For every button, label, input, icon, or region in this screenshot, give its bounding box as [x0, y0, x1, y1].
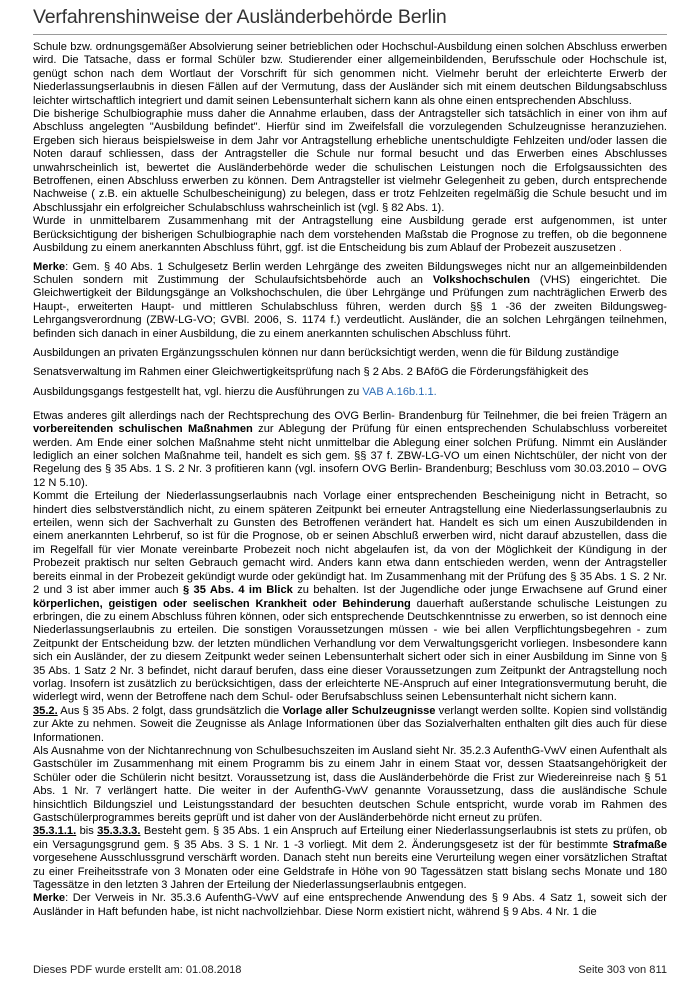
- paragraph-merke-vhs: Merke: Gem. § 40 Abs. 1 Schulgesetz Berlin werden Lehrgänge des zweiten Bildungsweges nicht nur an allgemeinbildenden Schulen sondern mit Zustimmung der Schulaufsichtsbehörde auch an Volkshochschulen (VHS) eingerichtet. Die Gleichwertigkeit der Bildungsgänge an Volkshochschulen, die über Lehrgänge und Prüfungen zum nachträglichen Erwerb des Haupt-, erweiterten Haupt- und mittleren Schulabschluss führen, werden durch §§ 1 -36 der zweiten Bildungsweg- Lehrgangsverordnung (ZBW-LG-VO; GVBl. 2006, S. 1174 f.) verdeutlicht. Ausländer, die an solchen Lehrgängen teilnehmen, befinden sich danach in einer Ausbildung, die zu einem anerkannten schulischen Abschluss führt.: [33, 260, 667, 340]
- paragraph-merke-haft: Merke: Der Verweis in Nr. 35.3.6 AufenthG-VwV auf eine entsprechende Anwendung des § 9 Abs. 4 Satz 1, soweit sich der Ausländer in Haft befunden habe, ist nicht nachvollziehbar. Diese Norm existiert nicht, während § 9 Abs. 4 Nr. 1 die: [33, 892, 667, 918]
- strafmasse-bold: Strafmaße: [612, 838, 667, 851]
- document-body: [33, 41, 667, 919]
- merke-label-2: Merke: [33, 892, 66, 905]
- paragraph-erteilung: Kommt die Erteilung der Niederlassungserlaubnis nach Vorlage einer entsprechenden Bescheinigung nicht in Betracht, so hindert dies selbstverständlich nicht, zu einem späteren Zeitpunkt bei erneuter Antragstellung eine Niederlassungserlaubnis zu erteilen, wenn sich der Sachverhalt zu Gunsten des Betroffenen verändert hat. Handelt es sich um einen Auszubildenden in einem anerkannten Lehrberuf, so ist für die Prognose, ob er seinen Abschluß erwerben wird, nicht darauf abzustellen, dass die im Regelfall für vier Monate vereinbarte Probezeit noch nicht abgelaufen ist, da von der Möglichkeit der Kündigung in der Probezeit praktisch nur selten Gebrauch gemacht wird. Anders kann etwa dann entschieden werden, wenn der Antragsteller bereits einmal in der Probezeit gekündigt wurde oder gekündigt hat. Im Zusammenhang mit der Prüfung des § 35 Abs. 1 S. 2 Nr. 2 und 3 ist aber immer auch § 35 Abs. 4 im Blick zu behalten. Ist der Jugendliche oder junge Erwachsene auf Grund einer körperlichen, geistigen oder seelischen Krankheit oder Behinderung dauerhaft außerstande schulische Leistungen zu erbringen, die zu einem Abschluss führen können, oder sich entsprechende Deutschkenntnisse zu erwerben, so ist dennoch eine Niederlassungserlaubnis zu erteilen. Die sonstigen Voraussetzungen müssen - wie bei allen Verpflichtungsbegehren - zum Zeitpunkt der Entscheidung bzw. der letzten mündlichen Verhandlung vor dem Verwaltungsgericht vorliegen. Insbesondere kann sich ein Ausländer, der zu diesem Zeitpunkt weder seinen Lebensunterhalt sichert oder sich in einer Ausbildung im Sinne von § 35 Abs. 1 Satz 2 Nr. 3 befindet, nicht darauf berufen, dass eine dieser Voraussetzungen zum Zeitpunkt der Antragstellung noch vorlag. Insofern ist zusätzlich zu berücksichtigen, dass der erleichterte NE-Anspruch auf einer Integrationsvermutung beruht, die widerlegt wird, wenn der Betroffene nach dem Schul- oder Berufsabschluss seinen Lebensunterhalt nicht sichern kann.: [33, 490, 668, 704]
- trailing-mark: .: [615, 242, 622, 255]
- created-date: Dieses PDF wurde erstellt am: 01.08.2018: [33, 964, 242, 976]
- paragraph-1: Schule bzw. ordnungsgemäßer Absolvierung seiner betrieblichen oder Hochschul-Ausbildung einen solchen Abschluss erwerben wird. Die Tatsache, dass er formal Schüler bzw. Studierender einer allgemeinbildenden, Berufsschule oder Hochschule ist, genügt schon nach dem Wortlaut der Vorschrift für sich genommen nicht. Vielmehr beruht der erleichterte Erwerb der Niederlassungserlaubnis in diesen Fällen auf der Vermutung, dass der Ausländer sich mit einem deutschen Bildungsabschluss leichter wirtschaftlich integriert und damit seinen Lebensunterhalt sichern kann als ohne einen entsprechenden Abschluss.: [33, 41, 667, 107]
- ref-35-3-3-3: 35.3.3.3.: [97, 825, 141, 838]
- page-header: [33, 6, 667, 35]
- paragraph-35-3: 35.3.1.1. bis 35.3.3.3. Besteht gem. § 35 Abs. 1 ein Anspruch auf Erteilung einer Niederlassungserlaubnis ist stets zu prüfen, ob ein Versagungsgrund gem. § 35 Abs. 3 S. 1 Nr. 1 -3 vorliegt. Mit dem 2. Änderungsgesetz ist der für bestimmte Strafmaße vorgesehene Ausschlussgrund verschärft worden. Danach steht nun bereits eine Verurteilung wegen einer vorsätzlichen Straftat zu einer Freiheitsstrafe von 3 Monaten oder eine Geldstrafe in Höhe von 90 Tagessätzen statt bislang sechs Monate und 180 Tagessätze in den letzten 3 Jahren der Erteilung der Niederlassungserlaubnis entgegen.: [33, 825, 667, 892]
- paragraph-gastschueler: Als Ausnahme von der Nichtanrechnung von Schulbesuchszeiten im Ausland sieht Nr. 35.2.3 AufenthG-VwV einen Aufenthalt als Gastschüler im Zusammenhang mit einem Programm bis zu einem Jahr in einem Staat vor, dessen Staatsangehörigkeit der Schüler oder die Schülerin nicht besitzt. Voraussetzung ist, dass die Ausländerbehörde die Frist zur Wiedereinreise nach § 51 Abs. 1 Nr. 7 verlängert hatte. Die weiter in der AufenthG-VwV genannte Voraussetzung, dass die ausländische Schule hinsichtlich Bildungsziel und Leistungsstandard der besuchten deutschen Schule entspricht, wurde vorab im Rahmen des Gastschülerprogrammes bereits geprüft und ist daher von der Ausländerbehörde nicht erneut zu prüfen.: [33, 744, 667, 825]
- paragraph-35-2: 35.2. Aus § 35 Abs. 2 folgt, dass grundsätzlich die Vorlage aller Schulzeugnisse verlangt werden sollte. Kopien sind vollständig zur Akte zu nehmen. Soweit die Zeugnisse als Anlage Informationen über das Sozialverhalten enthalten gilt dies auch für diese Informationen.: [33, 704, 667, 744]
- zeugnisse-bold: Vorlage aller Schulzeugnisse: [282, 704, 436, 717]
- paragraph-2: Die bisherige Schulbiographie muss daher die Annahme erlauben, dass der Antragsteller sich tatsächlich in einer von ihm auf Abschluss angelegten "Ausbildung befindet". Hierfür sind im Zweifelsfall die vorzulegenden Schulzeugnisse heranzuziehen. Ergeben sich hieraus beispielsweise in dem Jahr vor Antragstellung erhebliche unentschuldigte Fehlzeiten und/oder lassen die Noten darauf schliessen, dass der Antragsteller die Schule nur formal besucht und das Erwerben eines Abschlusses unwahrscheinlich ist, bewertet die Ausländerbehörde weder die schulischen Leistungen noch die Erfolgsaussichten des Betroffenen, einen Abschluss erwerben zu können. Dem Antragsteller ist vielmehr Gelegenheit zu geben, durch entsprechende Nachweise ( z.B. ein aktuelle Schulbescheinigung) zu belegen, dass er trotz Fehlzeiten regelmäßig die Schule besucht und im Abschlussjahr ein erfolgreicher Schulabschluss wahrscheinlich ist (vgl. § 82 Abs. 1).: [33, 108, 667, 214]
- krankheit-bold: körperlichen, geistigen oder seelischen Krankheit oder Behinderung: [33, 597, 411, 610]
- ref-35-3-1-1: 35.3.1.1.: [33, 825, 77, 838]
- paragraph-3: Wurde in unmittelbarem Zusammenhang mit der Antragstellung eine Ausbildung gerade erst aufgenommen, ist unter Berücksichtigung der bisherigen Schulbiographie nach dem vorstehenden Maßstab die Prognose zu treffen, ob die begonnene Ausbildung zu einem anerkannten Abschluss führt, ggf. ist die Entscheidung bis zum Ablauf der Probezeit auszusetzen .: [33, 215, 667, 255]
- paragraph-ergaenzungsschulen: Ausbildungen an privaten Ergänzungsschulen können nur dann berücksichtigt werden, wenn die für Bildung zuständige Senatsverwaltung im Rahmen einer Gleichwertigkeitsprüfung nach § 2 Abs. 2 BAföG die Förderungsfähigkeit des Ausbildungsgangs festgestellt hat, vgl. hierzu die Ausführungen zu VAB A.16b.1.1.: [33, 346, 619, 398]
- massnahmen-bold: vorbereitenden schulischen Maßnahmen: [33, 423, 253, 436]
- document-title: Verfahrenshinweise der Ausländerbehörde Berlin: [33, 6, 447, 28]
- abs4-bold: § 35 Abs. 4 im Blick: [182, 584, 293, 597]
- paragraph-ovg: Etwas anderes gilt allerdings nach der Rechtsprechung des OVG Berlin- Brandenburg für Teilnehmer, die bei freien Trägern an vorbereitenden schulischen Maßnahmen zur Ablegung der Prüfung für einen entsprechenden Schulabschluss vorbereitet werden. Am Ende einer solchen Maßnahme steht nicht unmittelbar die Ablegung einer solchen Prüfung. Nimmt ein Ausländer lediglich an einer solchen Maßnahme teil, handelt es sich gem. §§ 37 f. ZBW-LG-VO um einen Nichtschüler, der nicht von der Regelung des § 35 Abs. 1 S. 2 Nr. 3 profitieren kann (vgl. insofern OVG Berlin- Brandenburg; Beschluss vom 30.03.2010 – OVG 12 N 5.10).: [33, 409, 667, 489]
- merke-label: Merke: [33, 260, 66, 273]
- ref-35-2: 35.2.: [33, 704, 58, 717]
- vhs-bold: Volkshochschulen: [432, 273, 531, 286]
- vab-link[interactable]: VAB A.16b.1.1.: [362, 385, 437, 398]
- page-number: Seite 303 von 811: [578, 964, 667, 976]
